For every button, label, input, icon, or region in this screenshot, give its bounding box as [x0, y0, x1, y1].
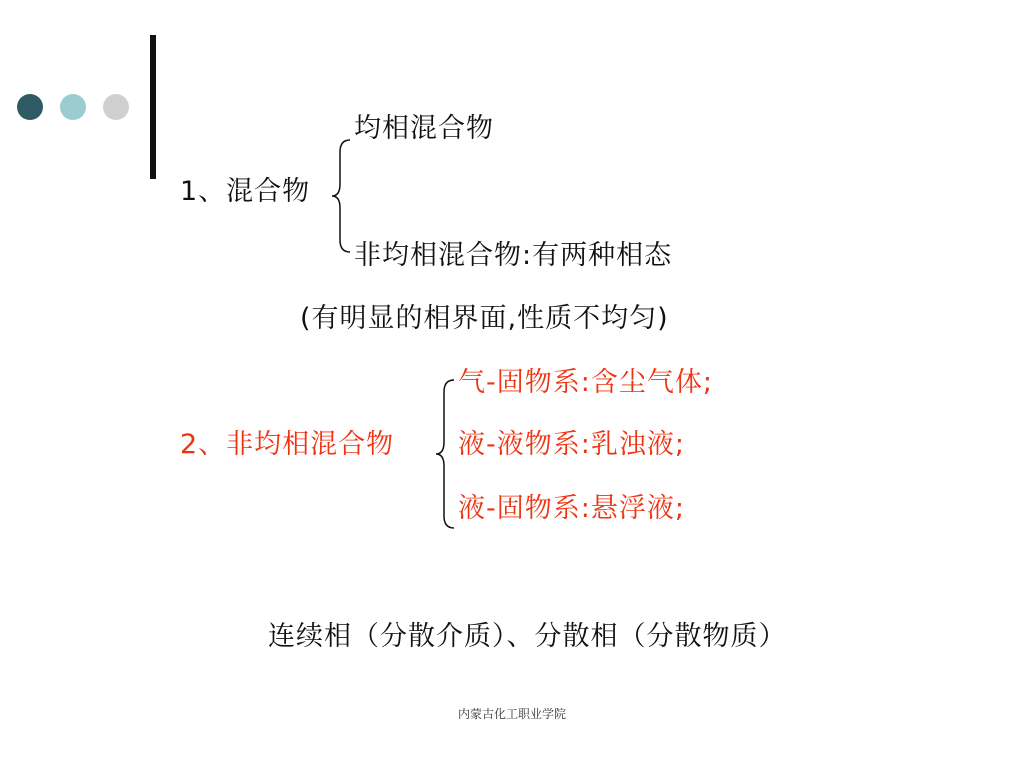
decor-dot-dark [17, 94, 43, 120]
section1-note: (有明显的相界面,性质不均匀) [300, 303, 669, 334]
section1-branch-top: 均相混合物 [354, 113, 494, 144]
decor-vertical-bar [150, 35, 156, 179]
section2-brace [434, 378, 458, 530]
decor-dot-gray [103, 94, 129, 120]
section2-item-gas-solid: 气-固物系:含尘气体; [458, 367, 713, 398]
footer-institution: 内蒙古化工职业学院 [457, 707, 566, 721]
section1-branch-bottom: 非均相混合物:有两种相态 [354, 240, 673, 271]
section1-label: 1、混合物 [180, 176, 311, 207]
section2-item-liquid-liquid: 液-液物系:乳浊液; [458, 429, 685, 460]
decor-dot-teal [60, 94, 86, 120]
phases-line: 连续相（分散介质）、分散相（分散物质） [268, 621, 787, 652]
section2-label: 2、非均相混合物 [180, 429, 395, 460]
section1-brace [330, 138, 354, 254]
section2-item-liquid-solid: 液-固物系:悬浮液; [458, 493, 685, 524]
